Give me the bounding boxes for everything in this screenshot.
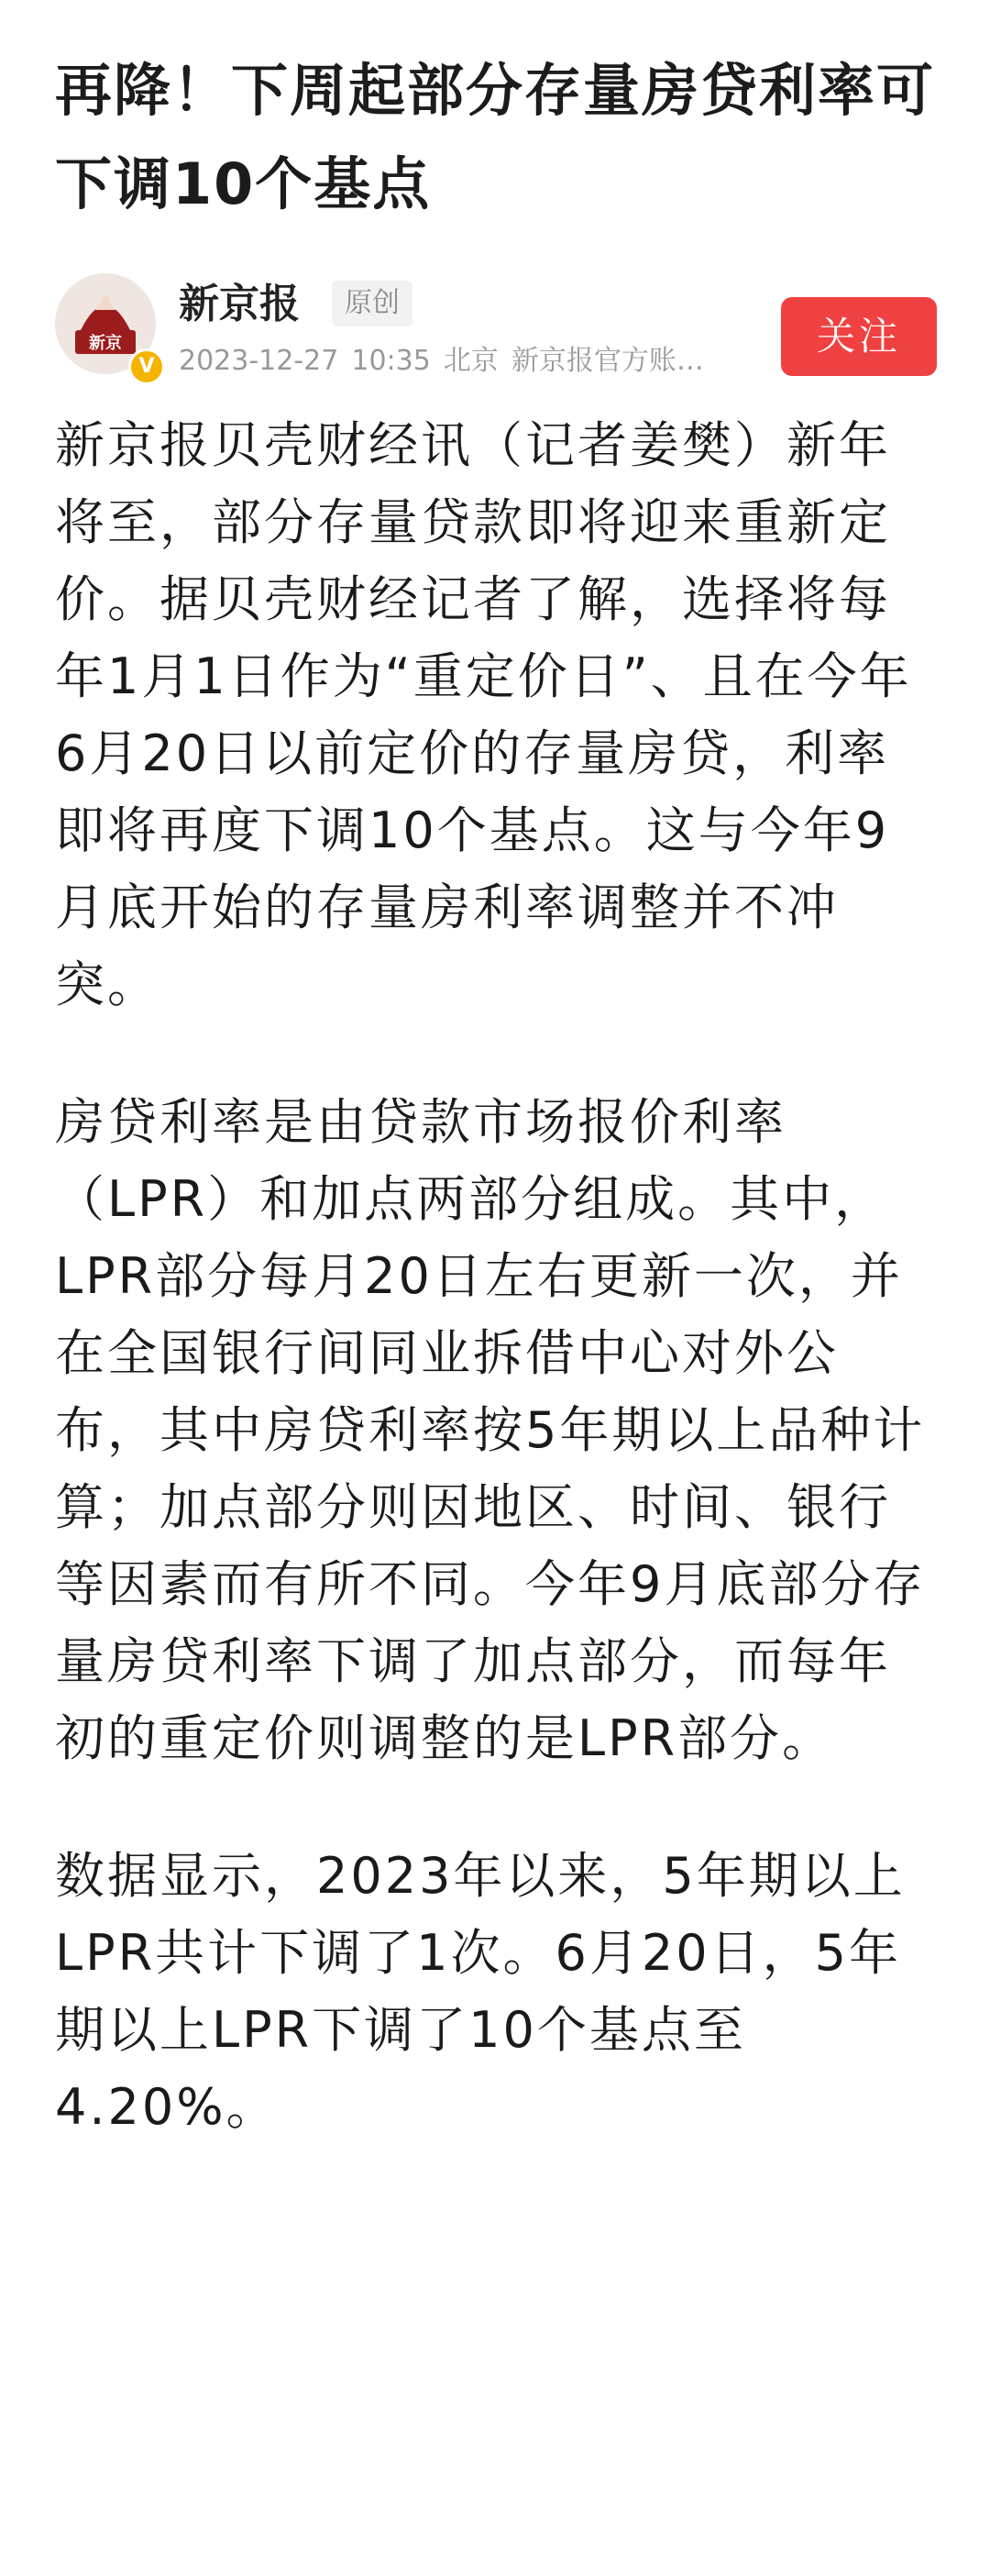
- article-body: [55, 407, 937, 2146]
- article-paragraph: 房贷利率是由贷款市场报价利率（LPR）和加点两部分组成。其中，LPR部分每月20日左右更新一次，并在全国银行间同业拆借中心对外公布，其中房贷利率按5年期以上品种计算；加点部分则因地区、时间、银行等因素而有所不同。今年9月底部分存量房贷利率下调了加点部分，而每年初的重定价则调整的是LPR部分。: [55, 1093, 926, 1767]
- publish-location: 北京: [443, 345, 499, 377]
- account-type: 新京报官方账…: [511, 345, 704, 377]
- verified-badge-icon: V: [128, 348, 165, 385]
- article-meta: [179, 343, 802, 380]
- article-paragraph: 新京报贝壳财经讯（记者姜樊）新年将至，部分存量贷款即将迎来重新定价。据贝壳财经记者了解，选择将每年1月1日作为“重定价日”、且在今年6月20日以前定价的存量房贷，利率即将再度下调10个基点。这与今年9月底开始的存量房利率调整并不冲突。: [55, 416, 912, 1013]
- article-title: 再降！下周起部分存量房贷利率可下调10个基点: [55, 57, 936, 217]
- original-tag: 原创: [332, 281, 412, 326]
- article-paragraph: 数据显示，2023年以来，5年期以上LPR共计下调了1次。6月20日，5年期以上LPR下调了10个基点至4.20%。: [55, 1847, 906, 2136]
- author-name[interactable]: 新京报: [179, 281, 300, 327]
- author-bar: [55, 273, 937, 402]
- publish-date: 2023-12-27: [179, 345, 339, 377]
- follow-button[interactable]: 关注: [781, 297, 937, 376]
- avatar-logo-text: 新京: [89, 334, 122, 353]
- publish-time: 10:35: [351, 345, 431, 377]
